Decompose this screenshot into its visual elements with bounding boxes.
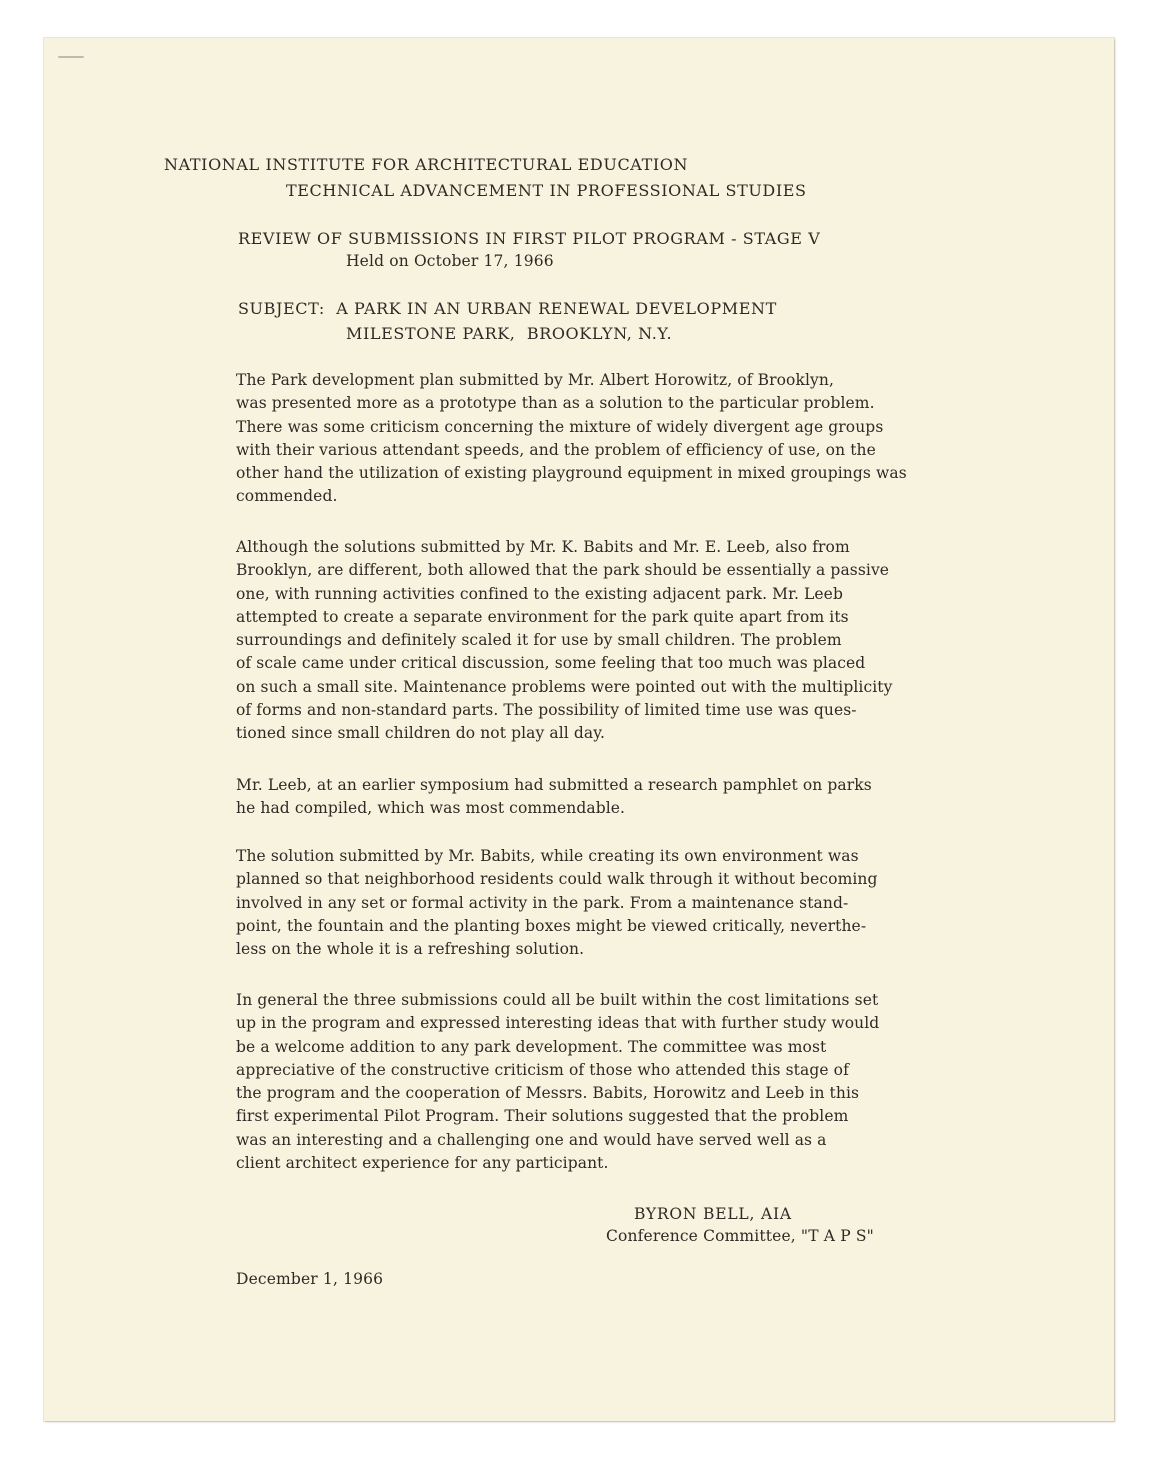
paragraph-general: In general the three submissions could all be built within the cost limitations set up in the program and expressed interesting ideas that with further study would be a welcome addition to any park development. The committee was most appreciative of the constructive criticism of those who attended this stage of the program and the cooperation of Messrs. Babits, Horowitz and Leeb in this first experimental Pilot Program. Their solutions suggested that the problem was an interesting and a challenging one and would have served well as a client architect experience for any participant.: [236, 991, 880, 1173]
signature-name: BYRON BELL, AIA: [634, 1205, 792, 1223]
paragraph-horowitz: The Park development plan submitted by Mr. Albert Horowitz, of Brooklyn, was presented more as a prototype than as a solution to the particular problem. There was some criticism concerning the mixture of widely divergent age groups with their various attendant speeds, and the problem of efficiency of use, on the other hand the utilization of existing playground equipment in mixed groupings was commended.: [236, 371, 907, 506]
subject-line1: SUBJECT: A PARK IN AN URBAN RENEWAL DEVELOPMENT: [238, 299, 777, 318]
paragraph-babits-leeb: Although the solutions submitted by Mr. K. Babits and Mr. E. Leeb, also from Brooklyn, are different, both allowed that the park should be essentially a passive one, with running activities confined to the existing adjacent park. Mr. Leeb attempted to create a separate environment for the park quite apart from its surroundings and definitely scaled it for use by small children. The problem of scale came under critical discussion, some feeling that too much was placed on such a small site. Maintenance problems were pointed out with the multiplicity of forms and non-standard parts. The possibility of limited time use was ques- tioned since small children do not play all day.: [236, 538, 893, 743]
paper-smudge: [58, 56, 84, 58]
paragraph-leeb-symposium: Mr. Leeb, at an earlier symposium had submitted a research pamphlet on parks he had compiled, which was most commendable.: [236, 776, 872, 818]
institute-name-line1: NATIONAL INSTITUTE FOR ARCHITECTURAL EDUCATION: [164, 155, 689, 174]
review-held-date: Held on October 17, 1966: [346, 252, 554, 270]
signature-role: Conference Committee, "T A P S": [606, 1227, 874, 1245]
paragraph-babits-solution: The solution submitted by Mr. Babits, while creating its own environment was planned so that neighborhood residents could walk through it without becoming involved in any set or formal activity in the park. From a maintenance stand- point, the fountain and the planting boxes might be viewed critically, neverthe- less on the whole it is a refreshing solution.: [236, 847, 878, 959]
institute-name-line2: TECHNICAL ADVANCEMENT IN PROFESSIONAL STUDIES: [286, 181, 807, 200]
document-date: December 1, 1966: [236, 1270, 384, 1288]
subject-line2: MILESTONE PARK, BROOKLYN, N.Y.: [346, 324, 673, 343]
review-title: REVIEW OF SUBMISSIONS IN FIRST PILOT PROGRAM - STAGE V: [238, 229, 821, 248]
